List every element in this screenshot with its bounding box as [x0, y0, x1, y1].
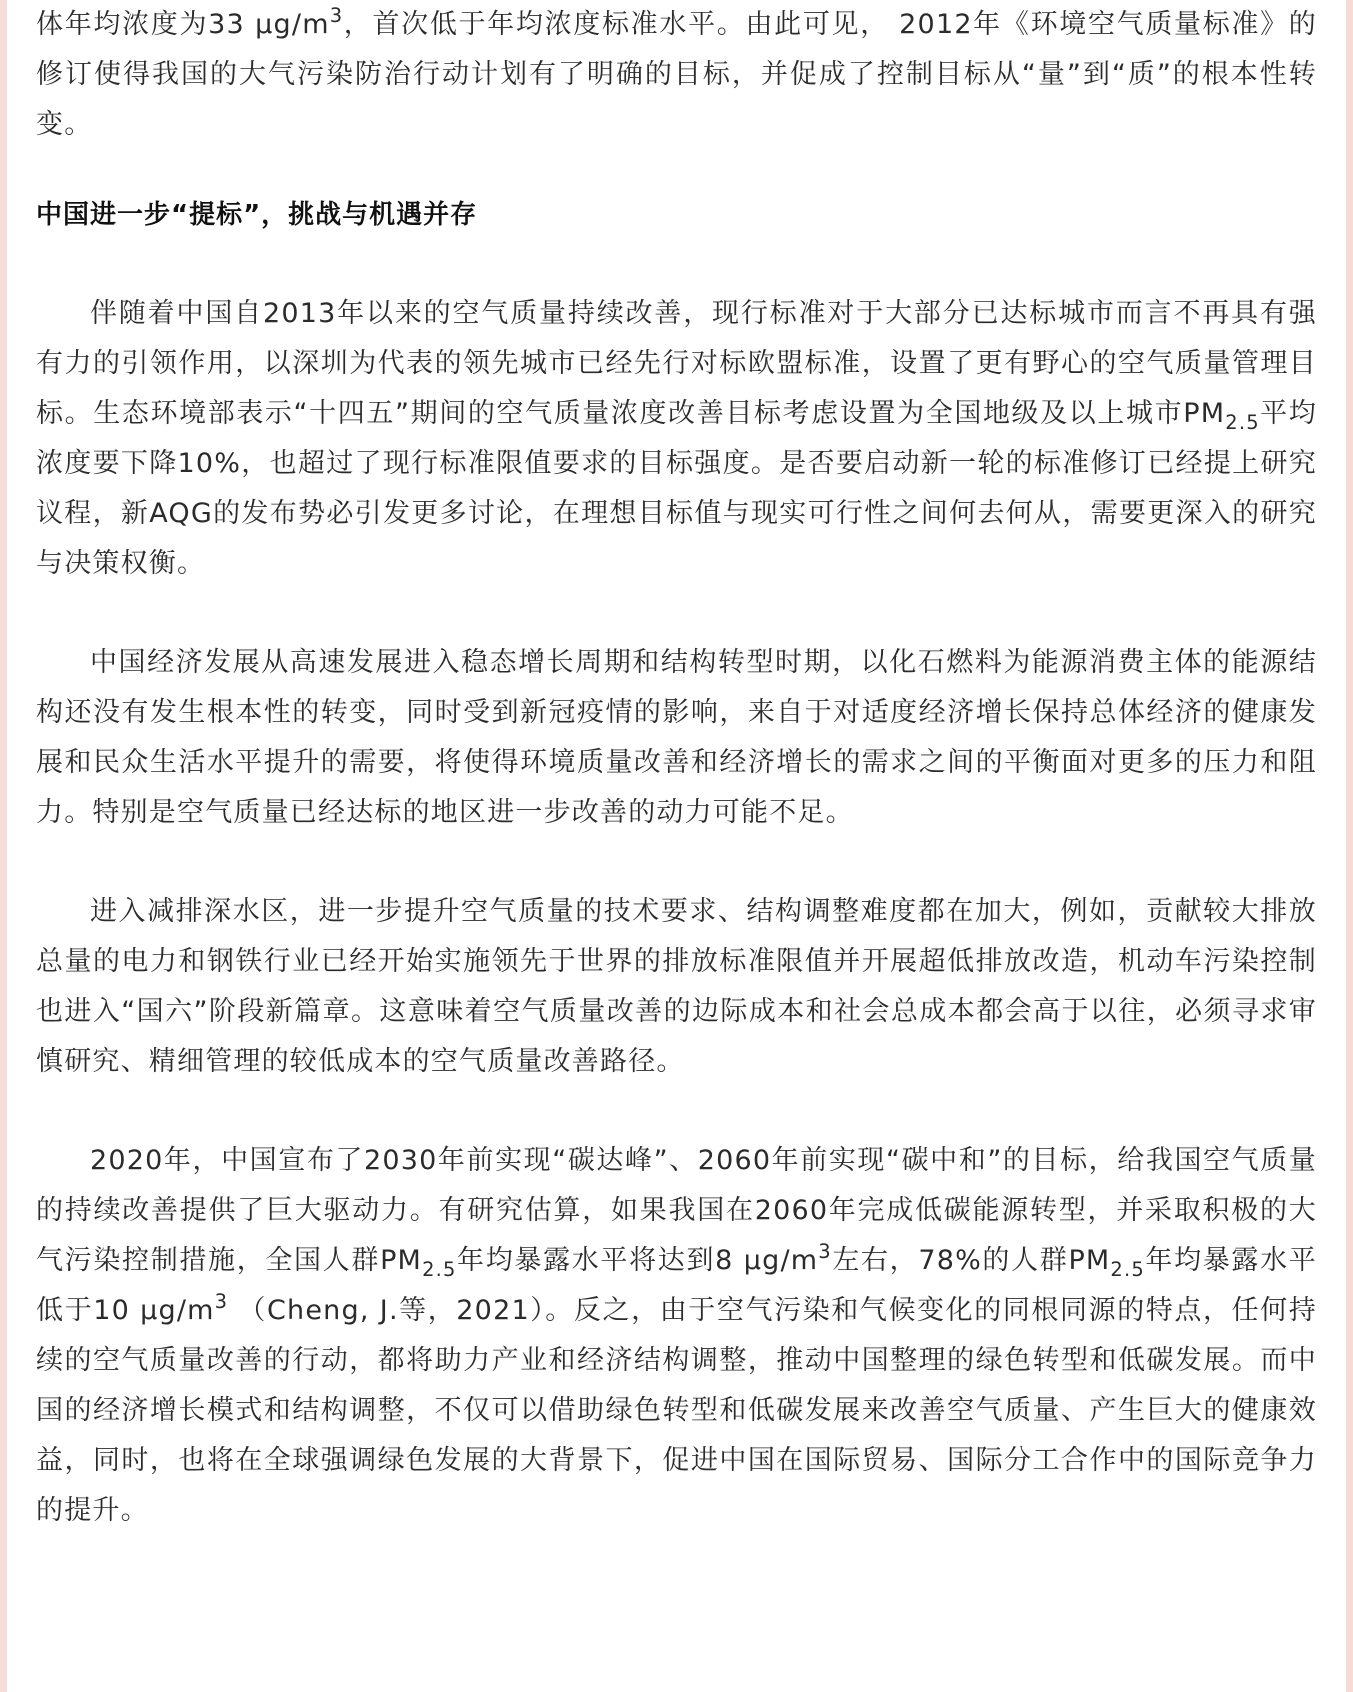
- spacer: [36, 240, 1317, 289]
- text-run: ，首次低于年均浓度标准水平。由此可见， 2012年《环境空气质量标准》的修订使得我国的大气污染防治行动计划有了明确的目标，并促成了控制目标从“量”到“质”的根本性转变。: [36, 9, 1317, 140]
- subscript: 2.5: [422, 1257, 457, 1281]
- paragraph-intro-continued: [36, 0, 1317, 150]
- paragraph-economy: 中国经济发展从高速发展进入稳态增长周期和结构转型时期，以化石燃料为能源消费主体的能源结构还没有发生根本性的转变，同时受到新冠疫情的影响，来自于对适度经济增长保持总体经济的健康发展和民众生活水平提升的需要，将使得环境质量改善和经济增长的需求之间的平衡面对更多的压力和阻力。特别是空气质量已经达标的地区进一步改善的动力可能不足。: [36, 647, 1317, 828]
- text-run: 伴随着中国自2013年以来的空气质量持续改善，现行标准对于大部分已达标城市而言不再具有强有力的引领作用，以深圳为代表的领先城市已经先行对标欧盟标准，设置了更有野心的空气质量管理目标。生态环境部表示“十四五”期间的空气质量浓度改善目标考虑设置为全国地级及以上城市PM: [36, 298, 1317, 429]
- subscript: 2.5: [1110, 1257, 1145, 1281]
- text-run: 2020年，中国宣布了2030年前实现“碳达峰”、2060年前实现“碳中和”的目标，给我国空气质量的持续改善提供了巨大驱动力。有研究估算，如果我国在2060年完成低碳能源转型，并采取积极的大气污染控制措施，全国人群PM: [36, 1145, 1317, 1276]
- spacer: [36, 1087, 1317, 1136]
- text-run: （Cheng, J.等，2021）。反之，由于空气污染和气候变化的同根同源的特点，任何持续的空气质量改善的行动，都将助力产业和经济结构调整，推动中国整理的绿色转型和低碳发展。而中国的经济增长模式和结构调整，不仅可以借助绿色转型和低碳发展来改善空气质量、产生巨大的健康效益，同时，也将在全球强调绿色发展的大背景下，促进中国在国际贸易、国际分工合作中的国际竞争力的提升。: [36, 1295, 1317, 1526]
- paragraph-emission-reduction: 进入减排深水区，进一步提升空气质量的技术要求、结构调整难度都在加大，例如，贡献较大排放总量的电力和钢铁行业已经开始实施领先于世界的排放标准限值并开展超低排放改造，机动车污染控制也进入“国六”阶段新篇章。这意味着空气质量改善的边际成本和社会总成本都会高于以往，必须寻求审慎研究、精细管理的较低成本的空气质量改善路径。: [36, 896, 1317, 1077]
- superscript: 3: [214, 1290, 229, 1314]
- text-run: 左右，78%的人群PM: [831, 1245, 1111, 1276]
- paragraph-carbon-neutrality: [36, 1136, 1317, 1536]
- spacer: [36, 589, 1317, 638]
- section-heading: 中国进一步“提标”，挑战与机遇并存: [36, 200, 478, 230]
- spacer: [36, 150, 1317, 190]
- spacer: [36, 838, 1317, 887]
- page-border-right: [1346, 0, 1353, 1692]
- superscript: 3: [818, 1240, 832, 1264]
- text-run: 年均暴露水平将达到8 μg/m: [456, 1245, 819, 1276]
- page-border-left: [0, 0, 7, 1692]
- text-run: 年均暴露水平低于10 μg/m: [36, 1245, 1317, 1326]
- article-body: [36, 0, 1317, 1536]
- text-run: 体年均浓度为33 μg/m: [36, 9, 330, 40]
- text-run: 平均浓度要下降10%，也超过了现行标准限值要求的目标强度。是否要启动新一轮的标准修订已经提上研究议程，新AQG的发布势必引发更多讨论，在理想目标值与现实可行性之间何去何从，需要更深入的研究与决策权衡。: [36, 398, 1317, 579]
- paragraph-standards: [36, 289, 1317, 589]
- subscript: 2.5: [1225, 410, 1260, 434]
- superscript: 3: [329, 4, 344, 28]
